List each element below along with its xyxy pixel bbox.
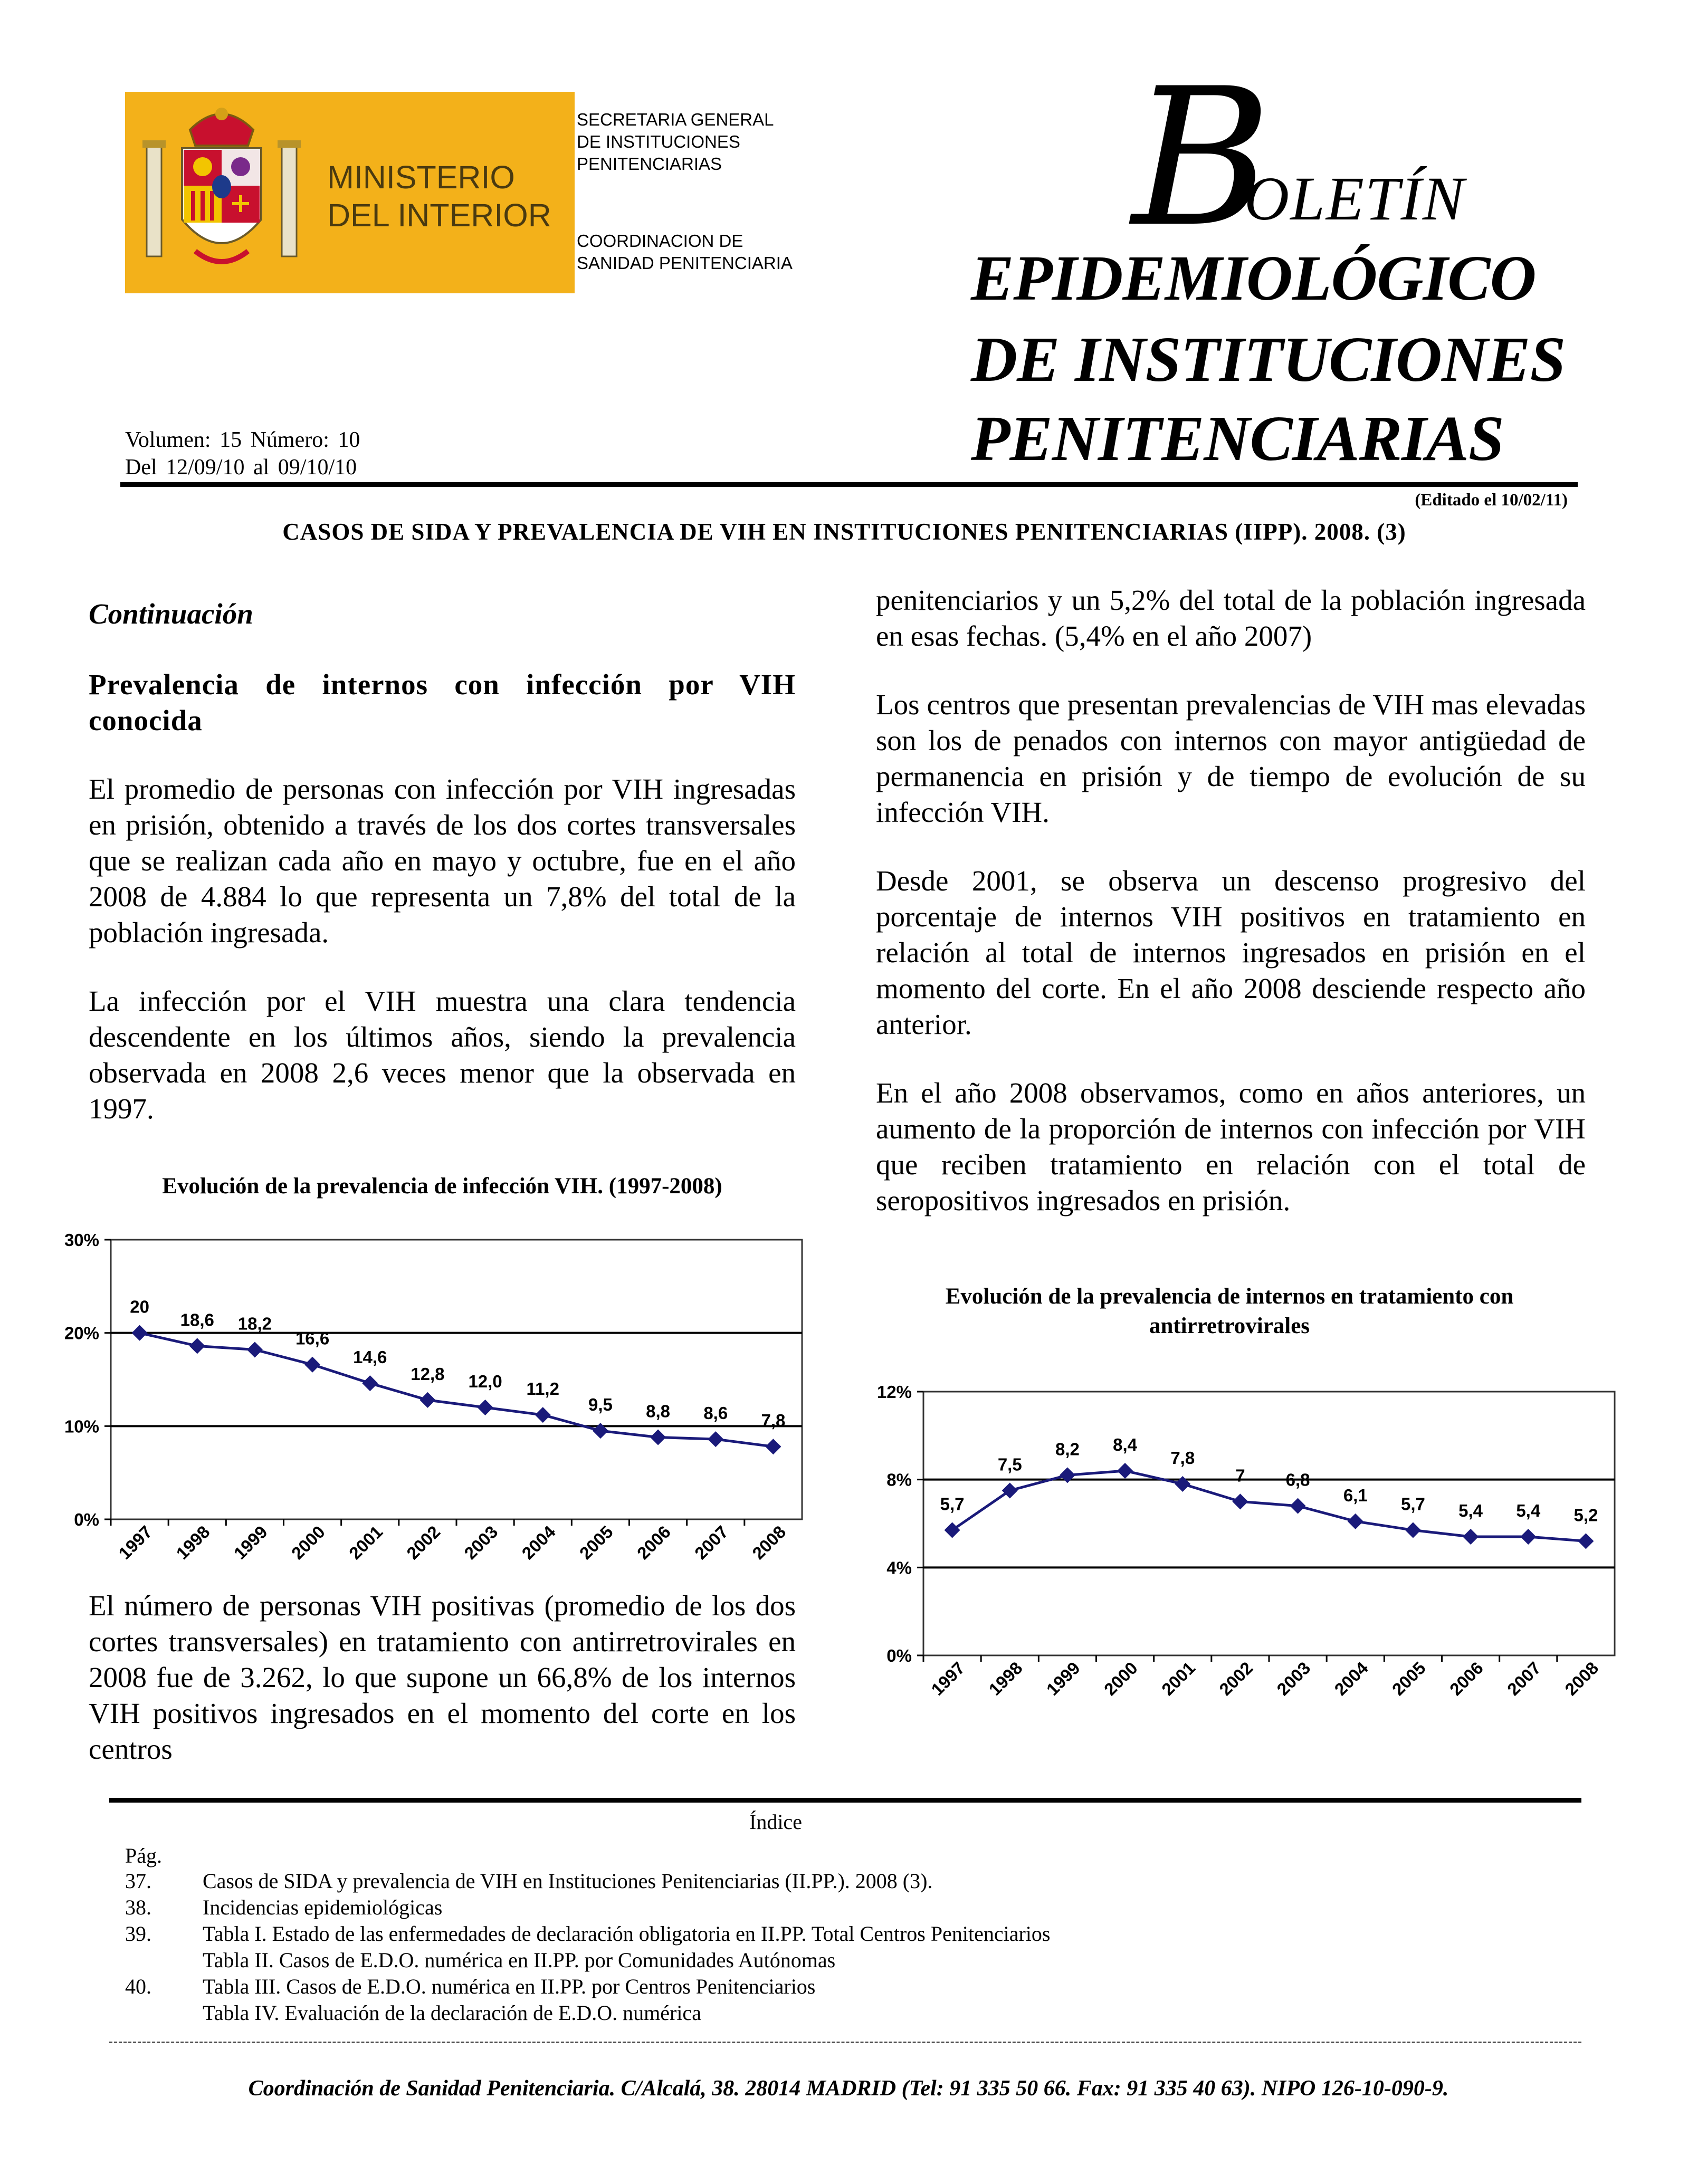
secretaria-line: PENITENCIARIAS [577, 154, 722, 174]
continuation-label: Continuación [89, 598, 253, 630]
plot-area [111, 1240, 802, 1519]
y-tick-label: 20% [64, 1323, 99, 1343]
index-pag-label: Pág. [125, 1844, 162, 1867]
coordinacion-line: COORDINACION DE [577, 231, 743, 251]
data-label: 5,7 [940, 1494, 965, 1514]
data-label: 18,2 [237, 1314, 272, 1334]
x-tick-label: 2006 [633, 1521, 674, 1563]
ministry-name [327, 158, 551, 234]
page-subtitle: CASOS DE SIDA Y PREVALENCIA DE VIH EN INSTITUCIONES PENITENCIARIAS (IIPP). 2008. (3) [282, 519, 1406, 545]
paragraph: penitenciarios y un 5,2% del total de la población ingresada en esas fechas. (5,4% en el año 2007) [876, 584, 1586, 652]
data-label: 16,6 [295, 1328, 330, 1348]
title-line-3: PENITENCIARIAS [971, 403, 1504, 474]
index-entry-link[interactable]: Incidencias epidemiológicas [203, 1895, 443, 1919]
paragraph: En el año 2008 observamos, como en años anteriores, un aumento de la proporción de internos con infección por VIH que reciben tratamiento en relación con el total de seropositivos ingresados en prisión. [876, 1077, 1586, 1216]
data-label: 8,4 [1113, 1435, 1138, 1454]
x-tick-label: 1999 [230, 1521, 271, 1563]
data-label: 5,2 [1573, 1505, 1598, 1525]
x-tick-label: 2004 [1330, 1658, 1372, 1699]
data-label: 12,8 [411, 1364, 445, 1384]
index-page-number: 38. [125, 1895, 151, 1919]
x-tick-label: 2008 [748, 1521, 790, 1563]
coordinacion-line: SANIDAD PENITENCIARIA [577, 253, 793, 273]
paragraph: Desde 2001, se observa un descenso progresivo del porcentaje de internos VIH positivos en tratamiento en relación al total de internos ingresados en prisión en el momento del corte. En el año 2008 desciende respecto año anterior. [876, 865, 1586, 1040]
ministry-line-1: MINISTERIO [327, 159, 515, 195]
data-label: 8,2 [1055, 1439, 1080, 1459]
x-tick-label: 2008 [1561, 1658, 1603, 1699]
index-entry-link[interactable]: Tabla III. Casos de E.D.O. numérica en II.PP. por Centros Penitenciarios [203, 1975, 816, 1998]
index-page-number: 40. [125, 1975, 151, 1998]
x-tick-label: 2002 [403, 1521, 444, 1563]
left-column [89, 596, 796, 1127]
prevalence-line-chart [42, 1213, 818, 1583]
data-label: 5,4 [1516, 1501, 1541, 1520]
data-label: 7,8 [761, 1411, 786, 1431]
y-tick-label: 10% [64, 1416, 99, 1436]
title-line-1: EPIDEMIOLÓGICO [971, 243, 1536, 314]
plot-area [923, 1392, 1615, 1655]
x-tick-label: 2003 [460, 1521, 502, 1563]
x-tick-label: 2006 [1445, 1658, 1487, 1699]
x-tick-label: 1999 [1042, 1658, 1084, 1699]
volume-dates: Del 12/09/10 al 09/10/10 [125, 455, 357, 480]
footer-divider [109, 2042, 1581, 2043]
x-tick-label: 1997 [115, 1521, 156, 1563]
x-tick-label: 2000 [287, 1521, 329, 1563]
data-label: 7 [1235, 1465, 1245, 1486]
index-page-number: 39. [125, 1922, 151, 1946]
x-tick-label: 2007 [1503, 1658, 1545, 1699]
ministry-line-2: DEL INTERIOR [327, 197, 551, 233]
data-label: 12,0 [468, 1372, 502, 1391]
header-rule [120, 482, 1578, 487]
x-tick-label: 2001 [345, 1521, 387, 1563]
y-tick-label: 0% [886, 1646, 912, 1665]
edited-date: (Editado el 10/02/11) [1415, 491, 1568, 510]
treatment-line-chart [844, 1366, 1620, 1751]
volume-number: Volumen: 15 Número: 10 [125, 428, 360, 452]
data-label: 9,5 [588, 1395, 613, 1415]
data-label: 6,8 [1285, 1470, 1310, 1490]
data-label: 20 [130, 1297, 149, 1317]
data-label: 8,6 [703, 1403, 728, 1423]
x-tick-label: 1998 [985, 1658, 1026, 1699]
y-tick-label: 4% [886, 1558, 912, 1578]
data-label: 7,5 [997, 1454, 1022, 1474]
y-tick-label: 0% [74, 1510, 99, 1529]
x-tick-label: 2002 [1215, 1658, 1257, 1699]
coordinacion-block [577, 230, 793, 274]
paragraph: La infección por el VIH muestra una clara tendencia descendente en los últimos años, siendo la prevalencia observada en 2008 2,6 veces menor que la observada en 1997. [89, 985, 796, 1125]
y-tick-label: 8% [886, 1470, 912, 1490]
x-tick-label: 1997 [927, 1658, 969, 1699]
data-label: 5,4 [1458, 1501, 1483, 1520]
data-label: 14,6 [353, 1347, 387, 1367]
index-entry-link[interactable]: Tabla IV. Evaluación de la declaración de E.D.O. numérica [203, 2001, 701, 2025]
chart1-title: Evolución de la prevalencia de infección VIH. (1997-2008) [162, 1174, 722, 1199]
index-page-number: 37. [125, 1869, 151, 1893]
volume-info [125, 426, 360, 481]
paragraph: El promedio de personas con infección por VIH ingresadas en prisión, obtenido a través de los dos cortes transversales que se realizan cada año en mayo y octubre, fue en el año 2008 de 4.884 lo que representa un 7,8% del total de la población ingresada. [89, 773, 796, 949]
y-tick-label: 30% [64, 1230, 99, 1250]
section-heading: Prevalencia de internos con infección por VIH conocida [89, 668, 796, 736]
index-title: Índice [749, 1810, 802, 1834]
secretaria-line: DE INSTITUCIONES [577, 132, 740, 151]
data-label: 6,1 [1343, 1485, 1368, 1505]
x-tick-label: 2005 [1388, 1658, 1429, 1699]
boletin-rest: OLETÍN [1244, 164, 1465, 233]
right-column [876, 582, 1586, 1219]
data-label: 7,8 [1170, 1448, 1195, 1468]
coat-of-arms-icon [132, 98, 311, 288]
index-list [125, 1869, 1550, 2027]
x-tick-label: 2004 [518, 1521, 559, 1563]
x-tick-label: 2007 [691, 1521, 732, 1563]
data-label: 8,8 [646, 1401, 671, 1421]
data-label: 5,7 [1400, 1494, 1425, 1514]
title-line-2: DE INSTITUCIONES [971, 324, 1566, 395]
data-label: 11,2 [526, 1379, 559, 1399]
index-entry-link[interactable]: Tabla I. Estado de las enfermedades de declaración obligatoria en II.PP. Total Centros Penitenciarios [203, 1922, 1051, 1946]
data-label: 18,6 [180, 1310, 214, 1330]
index-rule [109, 1798, 1581, 1803]
secretaria-line: SECRETARIA GENERAL [577, 110, 774, 129]
x-tick-label: 2000 [1100, 1658, 1141, 1699]
index-entry-link[interactable]: Tabla II. Casos de E.D.O. numérica en II.PP. por Comunidades Autónomas [203, 1948, 836, 1972]
chart2-title: Evolución de la prevalencia de internos en tratamiento con antirretrovirales [945, 1284, 1514, 1338]
secretaria-block [577, 109, 774, 175]
left-column-bottom [89, 1588, 796, 1767]
y-tick-label: 12% [876, 1382, 912, 1402]
footer-address: Coordinación de Sanidad Penitenciaria. C/Alcalá, 38. 28014 MADRID (Tel: 91 335 50 66. Fax: 91 335 40 63). NIPO 126-10-090-9. [248, 2076, 1449, 2101]
paragraph: Los centros que presentan prevalencias de VIH mas elevadas son los de penados con internos con mayor antigüedad de permanencia en prisión y de tiempo de evolución de su infección VIH. [876, 688, 1586, 828]
boletin-initial: B [1132, 47, 1272, 269]
index-entry-link[interactable]: Casos de SIDA y prevalencia de VIH en Instituciones Penitenciarias (II.PP.). 2008 (3). [203, 1869, 933, 1893]
x-tick-label: 2003 [1273, 1658, 1314, 1699]
paragraph: El número de personas VIH positivas (promedio de los dos cortes transversales) en tratamiento con antirretrovirales en 2008 fue de 3.262, lo que supone un 66,8% de los internos VIH positivos ingresados en el momento del corte en los centros [89, 1589, 796, 1765]
x-tick-label: 2001 [1158, 1658, 1199, 1699]
x-tick-label: 2005 [575, 1521, 617, 1563]
x-tick-label: 1998 [172, 1521, 214, 1563]
